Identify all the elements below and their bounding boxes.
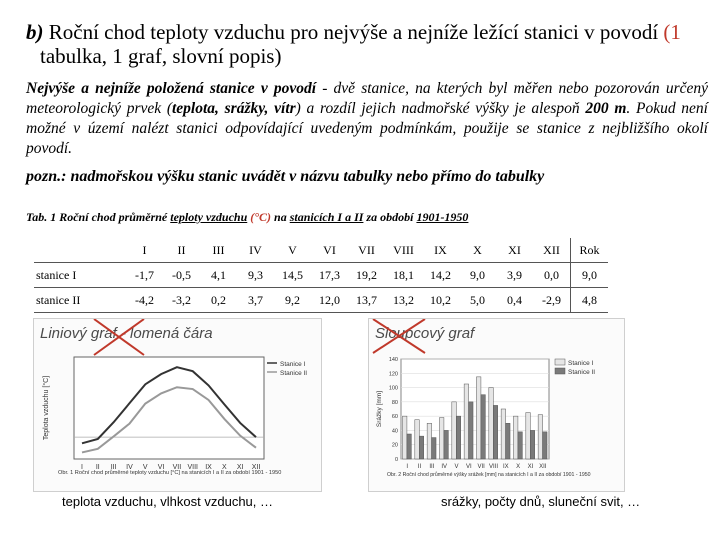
table-cell: 4,1 [200, 263, 237, 288]
table-header: V [274, 238, 311, 263]
table-header: VI [311, 238, 348, 263]
table-header: XI [496, 238, 533, 263]
table-header: X [459, 238, 496, 263]
x-tick-label: II [417, 464, 422, 470]
bar-s1 [439, 418, 443, 459]
x-tick-label: VI [465, 464, 472, 470]
bar-chart-title: Sloupcový graf [375, 325, 475, 342]
bar-s2 [543, 432, 547, 459]
legend-swatch [555, 368, 565, 374]
heading-label: b) [26, 20, 44, 44]
x-tick-label: IV [441, 464, 448, 470]
bar-s1 [538, 415, 542, 459]
x-tick-label: VII [477, 464, 485, 470]
x-tick-label: IV [126, 464, 133, 471]
bar-chart [369, 319, 624, 491]
figure-caption: Obr. 1 Roční chod průměrné teploty vzduchu [°C] na stanicích I a II za období 1901 - 1950 [58, 470, 282, 476]
line-chart-title: Liniový graf - lomená čára [40, 325, 213, 342]
legend-label: Stanice I [568, 360, 594, 367]
y-tick-label: 100 [388, 385, 398, 392]
heading-line2: tabulka, 1 graf, slovní popis) [40, 44, 282, 68]
bar-s1 [489, 388, 493, 459]
caption-mid: na [271, 210, 290, 224]
y-tick-label: 40 [391, 428, 398, 435]
bar-s2 [432, 438, 436, 459]
x-tick-label: X [516, 464, 521, 470]
row-label: stanice I [34, 263, 126, 288]
y-tick-label: 0 [394, 457, 398, 463]
y-tick-label: 140 [388, 357, 398, 363]
x-tick-label: X [222, 464, 227, 471]
caption-u2: stanicích I a II [289, 210, 364, 224]
table-cell: 18,1 [385, 263, 422, 288]
bar-chart-panel [368, 318, 625, 492]
table-header: VII [348, 238, 385, 263]
table-cell: 17,3 [311, 263, 348, 288]
table-cell: 14,5 [274, 263, 311, 288]
table-cell: 0,0 [533, 263, 571, 288]
table-cell: 3,9 [496, 263, 533, 288]
x-tick-label: V [142, 464, 148, 471]
para-text-4: ) a rozdíl jejich nadmořské výšky je alespoň [295, 100, 586, 117]
table-row [34, 263, 608, 288]
legend-label: Stanice II [568, 369, 596, 376]
para-strong-1: Nejvýše a nejníže položená stanice v povodí [26, 80, 317, 97]
bar-s1 [464, 384, 468, 459]
table-cell: 4,8 [571, 288, 609, 313]
bar-s2 [407, 434, 411, 459]
table-cell: 10,2 [422, 288, 459, 313]
table-cell: 5,0 [459, 288, 496, 313]
x-tick-label: VIII [488, 464, 499, 470]
caption-mid2: za období [363, 210, 417, 224]
x-tick-label: VII [172, 464, 182, 471]
legend-swatch [555, 359, 565, 365]
para-text-6: . Pokud není možné v území nalézt stanici odpovídající uvedeným podmínkám, použije se stanice z nejbližšího okolí povodí. [26, 100, 708, 157]
table-header: XII [533, 238, 571, 263]
para-text-2: - dvě stanice, na kterých byl měřen nebo pozorován určený meteorologický prvek ( [26, 80, 709, 117]
bar-s2 [493, 405, 497, 459]
caption-u3: 1901-1950 [416, 210, 469, 224]
bar-s1 [476, 377, 480, 459]
x-tick-label: I [81, 464, 83, 471]
line-chart-description: teplota vzduchu, vlhkost vzduchu, … [62, 494, 274, 509]
table-header: Rok [571, 238, 609, 263]
caption-prefix: Tab. 1 Roční chod průměrné [26, 210, 171, 224]
row-label: stanice II [34, 288, 126, 313]
table-header: IV [237, 238, 274, 263]
bar-s2 [530, 430, 534, 459]
bar-s1 [415, 420, 419, 459]
table-header: III [200, 238, 237, 263]
x-tick-label: IX [502, 464, 509, 470]
table-cell: -1,7 [126, 263, 163, 288]
table-cell: 13,2 [385, 288, 422, 313]
x-tick-label: IX [205, 464, 212, 471]
caption-unit: (°C) [247, 210, 272, 224]
table-cell: 9,0 [571, 263, 609, 288]
description-paragraph [26, 79, 708, 159]
table-header: II [163, 238, 200, 263]
x-tick-label: XII [539, 464, 547, 470]
table-cell: 19,2 [348, 263, 385, 288]
bar-s2 [444, 430, 448, 459]
bar-s1 [513, 416, 517, 459]
table-row [34, 288, 608, 313]
table-cell: 12,0 [311, 288, 348, 313]
bar-s1 [452, 402, 456, 459]
heading-bracket: (1 [663, 20, 681, 44]
bar-s2 [481, 395, 485, 459]
bar-chart-description: srážky, počty dnů, sluneční svit, … [441, 494, 641, 509]
heading-text: Roční chod teploty vzduchu pro nejvýše a nejníže ležící stanici v povodí [48, 20, 659, 44]
bar-s2 [518, 432, 522, 459]
table-header: VIII [385, 238, 422, 263]
x-tick-label: XI [527, 464, 534, 470]
x-tick-label: I [406, 464, 409, 470]
para-strong-3: teplota, srážky, vítr [172, 100, 296, 117]
table-cell: 3,7 [237, 288, 274, 313]
x-tick-label: III [429, 464, 435, 470]
y-tick-label: 60 [391, 414, 398, 421]
table-cell: -3,2 [163, 288, 200, 313]
table-cell: -0,5 [163, 263, 200, 288]
y-tick-label: 120 [388, 371, 398, 378]
bar-s2 [419, 436, 423, 459]
table-cell: 9,0 [459, 263, 496, 288]
legend-label: Stanice I [280, 361, 306, 368]
line-chart [34, 319, 321, 491]
table-cell: 0,4 [496, 288, 533, 313]
table-cell: 9,3 [237, 263, 274, 288]
x-tick-label: II [95, 464, 100, 471]
page-heading [26, 20, 716, 68]
legend-label: Stanice II [280, 370, 308, 377]
table-corner [34, 238, 126, 263]
bar-s1 [402, 416, 406, 459]
para-strong-5: 200 m [585, 100, 627, 117]
table-cell: 13,7 [348, 288, 385, 313]
y-tick-label: 80 [391, 399, 398, 406]
table-cell: 14,2 [422, 263, 459, 288]
table-header: I [126, 238, 163, 263]
table-header: IX [422, 238, 459, 263]
bar-s1 [526, 413, 530, 459]
y-axis-label: Srážky [mm] [376, 390, 383, 428]
x-tick-label: VIII [187, 464, 198, 471]
x-tick-label: XI [236, 464, 244, 471]
plot-area [74, 357, 264, 459]
bar-s2 [456, 416, 460, 459]
caption-u1: teploty vzduchu [170, 210, 248, 224]
x-tick-label: XII [251, 464, 261, 471]
x-tick-label: III [110, 464, 117, 471]
note: pozn.: nadmořskou výšku stanic uvádět v názvu tabulky nebo přímo do tabulky [26, 168, 545, 185]
table-cell: 9,2 [274, 288, 311, 313]
bar-s1 [501, 409, 505, 459]
bar-s2 [469, 402, 473, 459]
table-cell: -4,2 [126, 288, 163, 313]
table-cell: -2,9 [533, 288, 571, 313]
table-cell: 0,2 [200, 288, 237, 313]
table-caption [26, 210, 468, 225]
y-tick-label: 20 [391, 442, 398, 449]
line-chart-panel [33, 318, 322, 492]
y-axis-label: Teplota vzduchu [°C] [43, 375, 50, 441]
temperature-table [34, 238, 608, 313]
bar-s1 [427, 423, 431, 459]
bar-s2 [506, 423, 510, 459]
x-tick-label: V [454, 464, 459, 470]
x-tick-label: VI [157, 464, 165, 471]
figure-caption: Obr. 2 Roční chod průměrné výšky srážek [mm] na stanicích I a II za období 1901 - 1950 [387, 472, 591, 478]
